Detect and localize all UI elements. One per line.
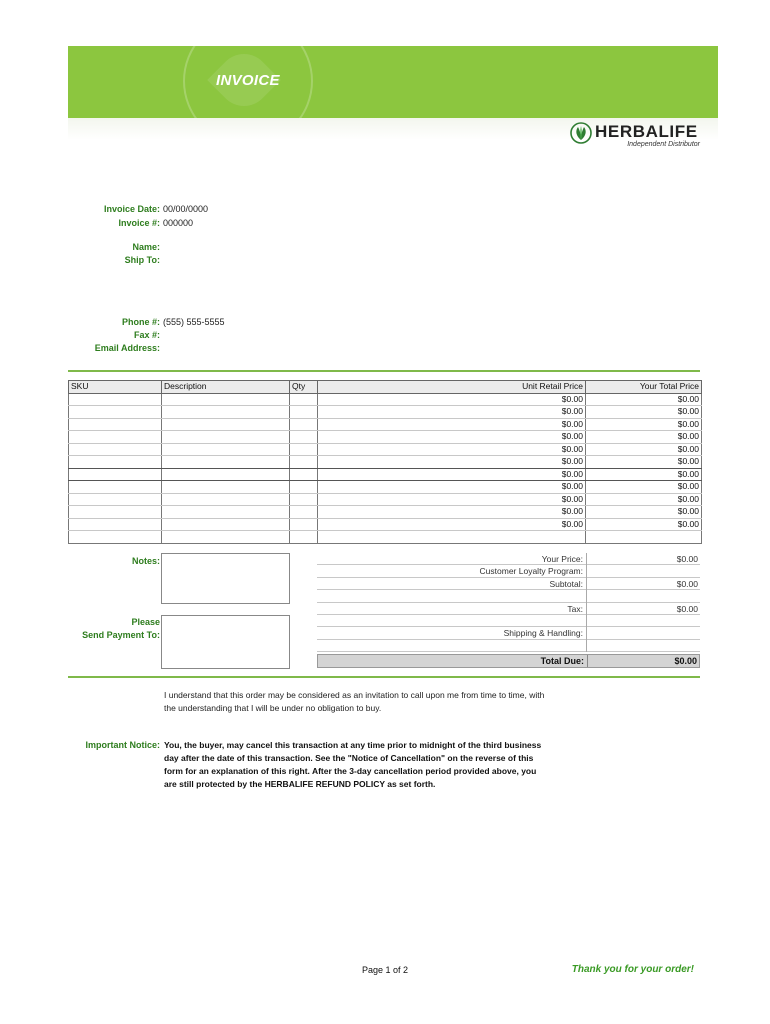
description-cell[interactable] [162, 531, 290, 544]
shipping-label: Shipping & Handling: [503, 628, 583, 639]
summary-row-tax [317, 603, 700, 615]
important-notice-line-4: are still protected by the HERBALIFE REFUND POLICY as set forth. [164, 779, 436, 789]
unit-price-cell: $0.00 [318, 456, 586, 469]
qty-cell[interactable] [290, 518, 318, 531]
unit-price-cell: $0.00 [318, 431, 586, 444]
total-due-row [317, 654, 700, 668]
unit-price-cell [318, 531, 586, 544]
total-price-cell: $0.00 [586, 456, 702, 469]
invoice-date-value[interactable]: 00/00/0000 [163, 204, 209, 214]
divider-bottom [68, 676, 700, 678]
sku-cell[interactable] [69, 531, 162, 544]
logo-tagline: Independent Distributor [627, 141, 700, 148]
unit-price-cell: $0.00 [318, 481, 586, 494]
subtotal-label: Subtotal: [549, 578, 583, 589]
description-cell[interactable] [162, 406, 290, 419]
qty-cell[interactable] [290, 506, 318, 519]
invoice-title: INVOICE [216, 72, 280, 89]
page-number: Page 1 of 2 [361, 965, 409, 975]
unit-price-cell: $0.00 [318, 393, 586, 406]
table-row [69, 443, 702, 456]
column-header-description: Description [162, 381, 290, 394]
table-row [69, 493, 702, 506]
summary-row-subtotal [317, 578, 700, 590]
qty-cell[interactable] [290, 418, 318, 431]
thank-you-message: Thank you for your order! [571, 964, 694, 975]
table-row [69, 431, 702, 444]
total-price-cell: $0.00 [586, 406, 702, 419]
subtotal-value: $0.00 [676, 578, 698, 589]
summary-row-your-price [317, 553, 700, 565]
total-price-cell: $0.00 [586, 468, 702, 481]
summary-row-blank [317, 590, 700, 602]
understanding-line-1: I understand that this order may be considered as an invitation to call upon me from time to time, with [164, 690, 545, 700]
column-header-total-price: Your Total Price [586, 381, 702, 394]
total-price-cell: $0.00 [586, 443, 702, 456]
column-header-sku: SKU [69, 381, 162, 394]
important-notice-line-2: day after the date of this transaction. See the "Notice of Cancellation" on the reverse of this [164, 753, 534, 763]
header-banner [68, 46, 718, 118]
invoice-number-label: Invoice #: [118, 218, 160, 228]
description-cell[interactable] [162, 431, 290, 444]
table-row [69, 393, 702, 406]
sku-cell[interactable] [69, 418, 162, 431]
sku-cell[interactable] [69, 468, 162, 481]
column-header-unit-price: Unit Retail Price [318, 381, 586, 394]
invoice-date-label: Invoice Date: [103, 204, 160, 214]
table-row [69, 531, 702, 544]
total-price-cell: $0.00 [586, 418, 702, 431]
divider-top [68, 370, 700, 372]
unit-price-cell: $0.00 [318, 506, 586, 519]
important-notice-line-3: form for an explanation of this right. After the 3-day cancellation period provided above, you [164, 766, 537, 776]
your-price-value: $0.00 [676, 554, 698, 564]
name-label: Name: [132, 242, 160, 252]
unit-price-cell: $0.00 [318, 493, 586, 506]
unit-price-cell: $0.00 [318, 443, 586, 456]
total-price-cell: $0.00 [586, 481, 702, 494]
table-row [69, 518, 702, 531]
description-cell[interactable] [162, 443, 290, 456]
qty-cell[interactable] [290, 531, 318, 544]
sku-cell[interactable] [69, 493, 162, 506]
herbalife-logo [570, 121, 702, 151]
description-cell[interactable] [162, 481, 290, 494]
payment-label-line1: Please [131, 617, 160, 627]
email-label: Email Address: [94, 343, 160, 353]
loyalty-label: Customer Loyalty Program: [479, 566, 583, 577]
unit-price-cell: $0.00 [318, 518, 586, 531]
phone-label: Phone #: [121, 317, 160, 327]
total-price-cell: $0.00 [586, 518, 702, 531]
qty-cell[interactable] [290, 393, 318, 406]
tax-value[interactable]: $0.00 [676, 603, 698, 614]
qty-cell[interactable] [290, 481, 318, 494]
table-row [69, 506, 702, 519]
table-row [69, 481, 702, 494]
table-row [69, 418, 702, 431]
summary-row-shipping [317, 627, 700, 639]
total-due-value: $0.00 [674, 656, 697, 666]
logo-brand: HERBALIFE [595, 122, 698, 141]
summary-row-blank [317, 640, 700, 652]
summary-row-loyalty [317, 565, 700, 577]
column-header-qty: Qty [290, 381, 318, 394]
sku-cell[interactable] [69, 506, 162, 519]
table-row [69, 468, 702, 481]
sku-cell[interactable] [69, 406, 162, 419]
qty-cell[interactable] [290, 456, 318, 469]
unit-price-cell: $0.00 [318, 406, 586, 419]
notes-box[interactable] [161, 553, 290, 604]
invoice-number-value[interactable]: 000000 [163, 218, 194, 228]
notes-label: Notes: [131, 556, 160, 566]
understanding-line-2: the understanding that I will be under no obligation to buy. [164, 703, 382, 713]
description-cell[interactable] [162, 518, 290, 531]
unit-price-cell: $0.00 [318, 418, 586, 431]
tax-label: Tax: [567, 603, 583, 614]
invoice-summary [317, 553, 700, 652]
table-row [69, 406, 702, 419]
qty-cell[interactable] [290, 468, 318, 481]
description-cell[interactable] [162, 493, 290, 506]
description-cell[interactable] [162, 456, 290, 469]
table-header-row [69, 381, 702, 394]
total-due-label: Total Due: [540, 656, 584, 666]
description-cell[interactable] [162, 418, 290, 431]
unit-price-cell: $0.00 [318, 468, 586, 481]
qty-cell[interactable] [290, 493, 318, 506]
qty-cell[interactable] [290, 443, 318, 456]
payment-label-line2: Send Payment To: [82, 630, 160, 640]
description-cell[interactable] [162, 506, 290, 519]
sku-cell[interactable] [69, 481, 162, 494]
qty-cell[interactable] [290, 406, 318, 419]
qty-cell[interactable] [290, 431, 318, 444]
sku-cell[interactable] [69, 393, 162, 406]
important-notice-label: Important Notice: [85, 740, 160, 750]
your-price-label: Your Price: [541, 554, 583, 564]
total-price-cell: $0.00 [586, 493, 702, 506]
sku-cell[interactable] [69, 443, 162, 456]
herbalife-leaf-icon [570, 122, 592, 144]
payment-address-box[interactable] [161, 615, 290, 669]
total-price-cell: $0.00 [586, 393, 702, 406]
phone-value[interactable]: (555) 555-5555 [163, 317, 225, 327]
summary-row-blank [317, 615, 700, 627]
sku-cell[interactable] [69, 518, 162, 531]
description-cell[interactable] [162, 393, 290, 406]
fax-label: Fax #: [133, 330, 160, 340]
ship-to-label: Ship To: [124, 255, 160, 265]
table-row [69, 456, 702, 469]
description-cell[interactable] [162, 468, 290, 481]
line-items-table [68, 380, 702, 544]
sku-cell[interactable] [69, 431, 162, 444]
total-price-cell [586, 531, 702, 544]
important-notice-line-1: You, the buyer, may cancel this transaction at any time prior to midnight of the third business [164, 740, 542, 750]
sku-cell[interactable] [69, 456, 162, 469]
total-price-cell: $0.00 [586, 431, 702, 444]
total-price-cell: $0.00 [586, 506, 702, 519]
